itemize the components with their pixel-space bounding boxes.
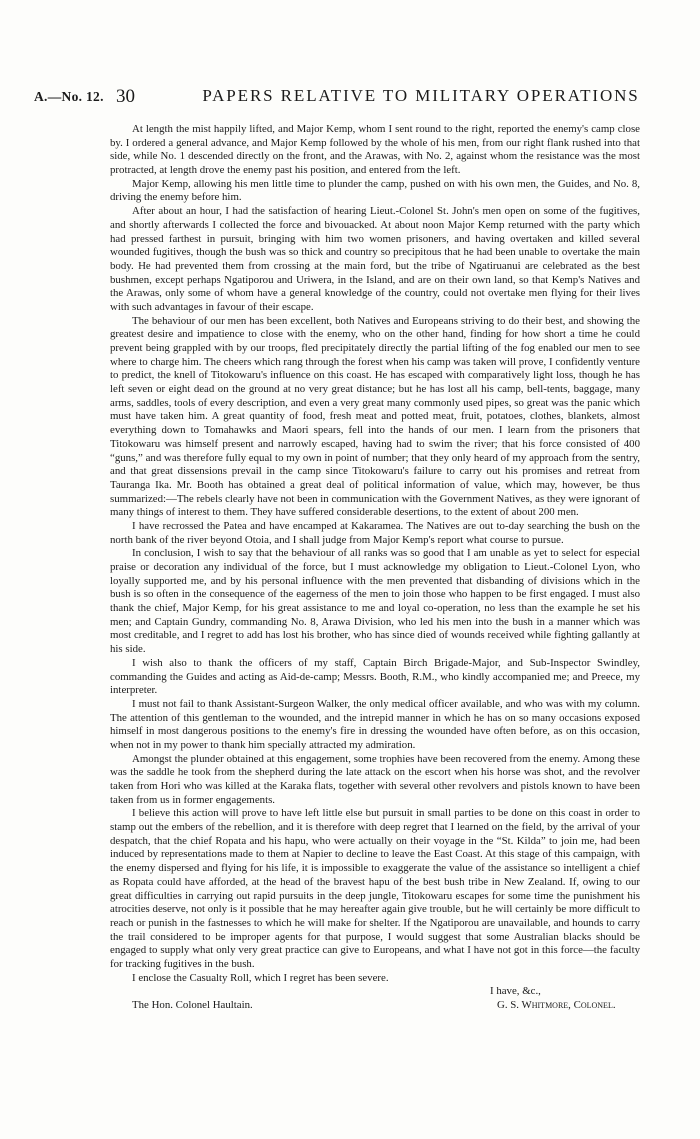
paragraph: In conclusion, I wish to say that the behaviour of all ranks was so good that I am unable as yet to select for especial praise or decoration any individual of the force, but I must acknowledge my obligation to Lieut.-Colonel Lyon, who loyally supported me, and by his personal influence with the men prevented that disbanding of divisions which in the bush is so often in the consequence of the eagerness of the men to join those who happen to be first engaged. I must also thank the chief, Major Kemp, for his great assistance to me and loyal co-operation, no less than the example he set his men; and Captain Gundry, commanding No. 8, Arawa Division, who led his men into the bush in a manner which was most creditable, and I regret to add has lost his brother, who has since died of wounds received while fighting gallantly at his side.	[110, 547, 640, 656]
document-reference: A.—No. 12.	[34, 89, 104, 104]
paragraph: Major Kemp, allowing his men little time to plunder the camp, pushed on with his own men, the Guides, and No. 8, driving the enemy before him.	[110, 177, 640, 204]
paragraph: I enclose the Casualty Roll, which I regret has been severe.	[132, 971, 389, 984]
paragraph: After about an hour, I had the satisfaction of hearing Lieut.-Colonel St. John's men open on some of the fugitives, and shortly afterwards I collected the force and bivouacked. At about noon Major Kemp returned with the party which had pressed farthest in pursuit, bringing with him two women prisoners, and having overtaken and killed several wounded fugitives, though the bush was so thick and country so precipitous that he had been unable to overtake the main body. He had prevented them from crossing at the main ford, but the tribe of Ngatiruanui are celebrated as the best bushmen, except perhaps Ngatiporou and Uriwera, in the Island, and are on their own land, so that Kemp's Natives and the Arawas, only some of whom have a general knowledge of the country, could not overtake men flying for their lives with such advantages in favour of their escape.	[110, 205, 640, 313]
page-number: 30	[116, 86, 135, 107]
paragraph: At length the mist happily lifted, and Major Kemp, whom I sent round to the right, reported the enemy's camp close by. I ordered a general advance, and Major Kemp followed by the whole of his men, from our right flank rushed into that side, while No. 1 descended directly on the front, and the Arawas, with No. 2, against whom the resistance was the most protracted, at length drove the enemy past his position, and entered from the left.	[110, 123, 640, 177]
page-title: PAPERS RELATIVE TO MILITARY OPERATIONS	[202, 86, 640, 105]
paragraph: I must not fail to thank Assistant-Surgeon Walker, the only medical officer available, and who was with my column. The attention of this gentleman to the wounded, and the intrepid manner in which he has on so many occasions exposed himself in most dangerous positions to the enemy's fire in dressing the wounded have often before, as on this occasion, when not in my power to thank him specially attracted my admiration.	[110, 697, 640, 751]
paragraph: I believe this action will prove to have left little else but pursuit in small parties to be done on this coast in order to stamp out the embers of the rebellion, and it is therefore with deep regret that I learned on the field, by the arrival of your despatch, that the chief Ropata and his hapu, who were actually on their voyage in the “St. Kilda” to join me, had been induced by representations made to them at Napier to decline to leave the East Coast. At this stage of this campaign, with the enemy dispersed and flying for his life, it is impossible to exaggerate the value of the assistance so intelligent a chief as Ropata could have afforded, at the head of the bravest hapu of the best bush tribe in New Zealand. If, owing to our great difficulties in carrying out rapid pursuits in the deep jungle, Titokowaru escapes for some time the punishment his atrocities deserve, not only is it possible that he may hereafter again give trouble, but he will certainly be more difficult to reach or punish in the fastnesses to which he will make for shelter. If the Ngatiporou are unavailable, and hounds to carry the trail considered to be improper agents for that purpose, I would suggest that some Australian blacks should be engaged to supply what only very great practice can give to Europeans, and what I have not got in this force—the faculty for tracking fugitives in the bush.	[110, 807, 640, 970]
paragraph: Amongst the plunder obtained at this engagement, some trophies have been recovered from the enemy. Among these was the saddle he took from the shepherd during the late attack on the escort when his horse was shot, and the revolver taken from Hori who was killed at the Karaka flats, together with several other revolvers and pistols known to have been taken from us in former engagements.	[110, 752, 640, 806]
signature: G. S. Whitmore, Colonel.	[497, 998, 616, 1011]
letter-closing	[110, 985, 640, 1012]
paragraph: I have recrossed the Patea and have encamped at Kakaramea. The Natives are out to-day searching the bush on the north bank of the river beyond Otoia, and I shall judge from Major Kemp's report what course to pursue.	[110, 519, 640, 546]
salutation: I have, &c.,	[490, 985, 541, 998]
paragraph: I wish also to thank the officers of my staff, Captain Birch Brigade-Major, and Sub-Inspector Swindley, commanding the Guides and acting as Aid-de-camp; Messrs. Booth, R.M., who kindly accompanied me; and Preece, my interpreter.	[110, 656, 640, 697]
page-header	[34, 86, 666, 110]
document-body	[110, 123, 640, 1013]
paragraph: The behaviour of our men has been excellent, both Natives and Europeans striving to do their best, and showing the greatest desire and impatience to close with the enemy, who on the other hand, finding for how short a time he could prevent being grappled with by our troops, fled precipitately directly the partial lifting of the fog enabled our men to see where to charge him. The cheers which rang through the forest when his camp was taken will prove, I confidently venture to predict, the knell of Titokowaru's influence on this coast. He has escaped with comparatively light loss, though he has left seven or eight dead on the ground at no very great distance; but he has lost all his camp, bell-tents, baggage, many arms, saddles, tools of every description, and even a very great many commonly used pipes, so great was the panic which must have taken him. A great quantity of food, fresh meat and potted meat, fruit, potatoes, clothes, blankets, almost everything down to Tomahawks and Maori spears, fell into the hands of our men. I learn from the prisoners that Titokowaru was himself present and narrowly escaped, having had to swim the river; that his force consisted of 400 “guns,” and was therefore fully equal to my own in point of number; that they only heard of my approach from the sentry, and that great dissensions prevail in the camp since Titokowaru's failure to carry out his promises and retreat from Tauranga Ika. Mr. Booth has obtained a great deal of political information of value, which may, however, be thus summarized:—The rebels clearly have not been in communication with the Government Natives, as they were ignorant of many things of interest to them. They have suffered considerable desertions, to the extent of about 200 men.	[110, 314, 640, 519]
addressee: The Hon. Colonel Haultain.	[132, 998, 253, 1011]
